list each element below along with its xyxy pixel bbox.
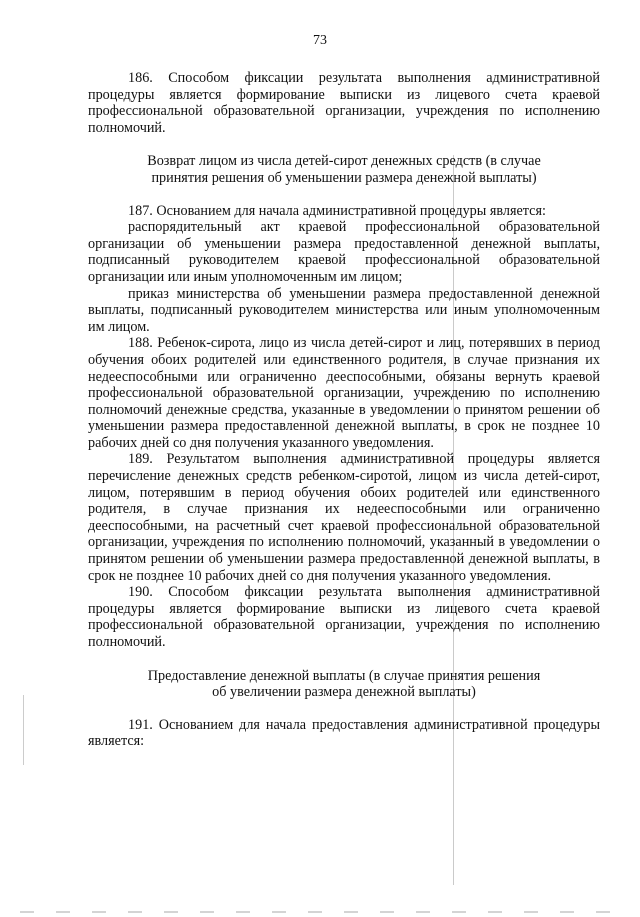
paragraph-186: 186. Способом фиксации результата выполнения административной процедуры является формирование выписки из лицевого счета краевой профессиональной образовательной организации, учреждения по исполнению полномочий. (88, 70, 600, 136)
section-heading-provision (88, 668, 600, 701)
scan-edge-mark (23, 695, 24, 765)
paragraph-191: 191. Основанием для начала предоставления административной процедуры является: (88, 716, 600, 750)
paragraph-188: 188. Ребенок-сирота, лицо из числа детей-сирот и лиц, потерявших в период обучения обоих родителей или единственного родителя, в случае признания их недееспособными или ограниченно дееспособными, обязаны вернуть краевой профессиональной образовательной организации, учреждению по исполнению полномочий денежные средства, указанные в уведомлении о принятом решении об уменьшении размера предоставленной денежной выплаты, в срок не позднее 10 рабочих дней со дня получения указанного уведомления. (88, 335, 600, 451)
page-number: 73 (313, 33, 327, 48)
paragraph-189: 189. Результатом выполнения административной процедуры является перечисление денежных средств ребенком-сиротой, лицом из числа детей-сирот, лицом, потерявшим в период обучения обоих родителей или единственного родителя, в случае признания их недееспособными или ограниченно дееспособными, на расчетный счет краевой профессиональной образовательной организации, учреждения по исполнению полномочий, указанный в уведомлении о принятом решении об уменьшении размера предоставленной денежной выплаты, в срок не позднее 10 рабочих дней со дня получения указанного уведомления. (88, 451, 600, 584)
scan-bottom-artifact (20, 911, 620, 913)
section-heading-provision-line1: Предоставление денежной выплаты (в случае принятия решения (147, 667, 541, 684)
section-heading-return (88, 153, 600, 186)
section-heading-return-line1: Возврат лицом из числа детей-сирот денежных средств (в случае (147, 153, 541, 170)
paragraph-187-item-order: приказ министерства об уменьшении размера предоставленной денежной выплаты, подписанный руководителем министерства или иным уполномоченным им лицом. (88, 285, 600, 335)
paragraph-190: 190. Способом фиксации результата выполнения административной процедуры является формирование выписки из лицевого счета краевой профессиональной образовательной организации, учреждения по исполнению полномочий. (88, 584, 600, 650)
paragraph-187: 187. Основанием для начала административной процедуры является: (128, 202, 546, 219)
section-heading-provision-line2: об увеличении размера денежной выплаты) (212, 684, 476, 701)
document-body (88, 70, 600, 750)
section-heading-return-line2: принятия решения об уменьшении размера денежной выплаты) (151, 169, 537, 186)
paragraph-187-item-act: распорядительный акт краевой профессиональной образовательной организации об уменьшении размера предоставленной денежной выплаты, подписанный руководителем краевой профессиональной образовательной организации или иным уполномоченным им лицом; (88, 219, 600, 285)
